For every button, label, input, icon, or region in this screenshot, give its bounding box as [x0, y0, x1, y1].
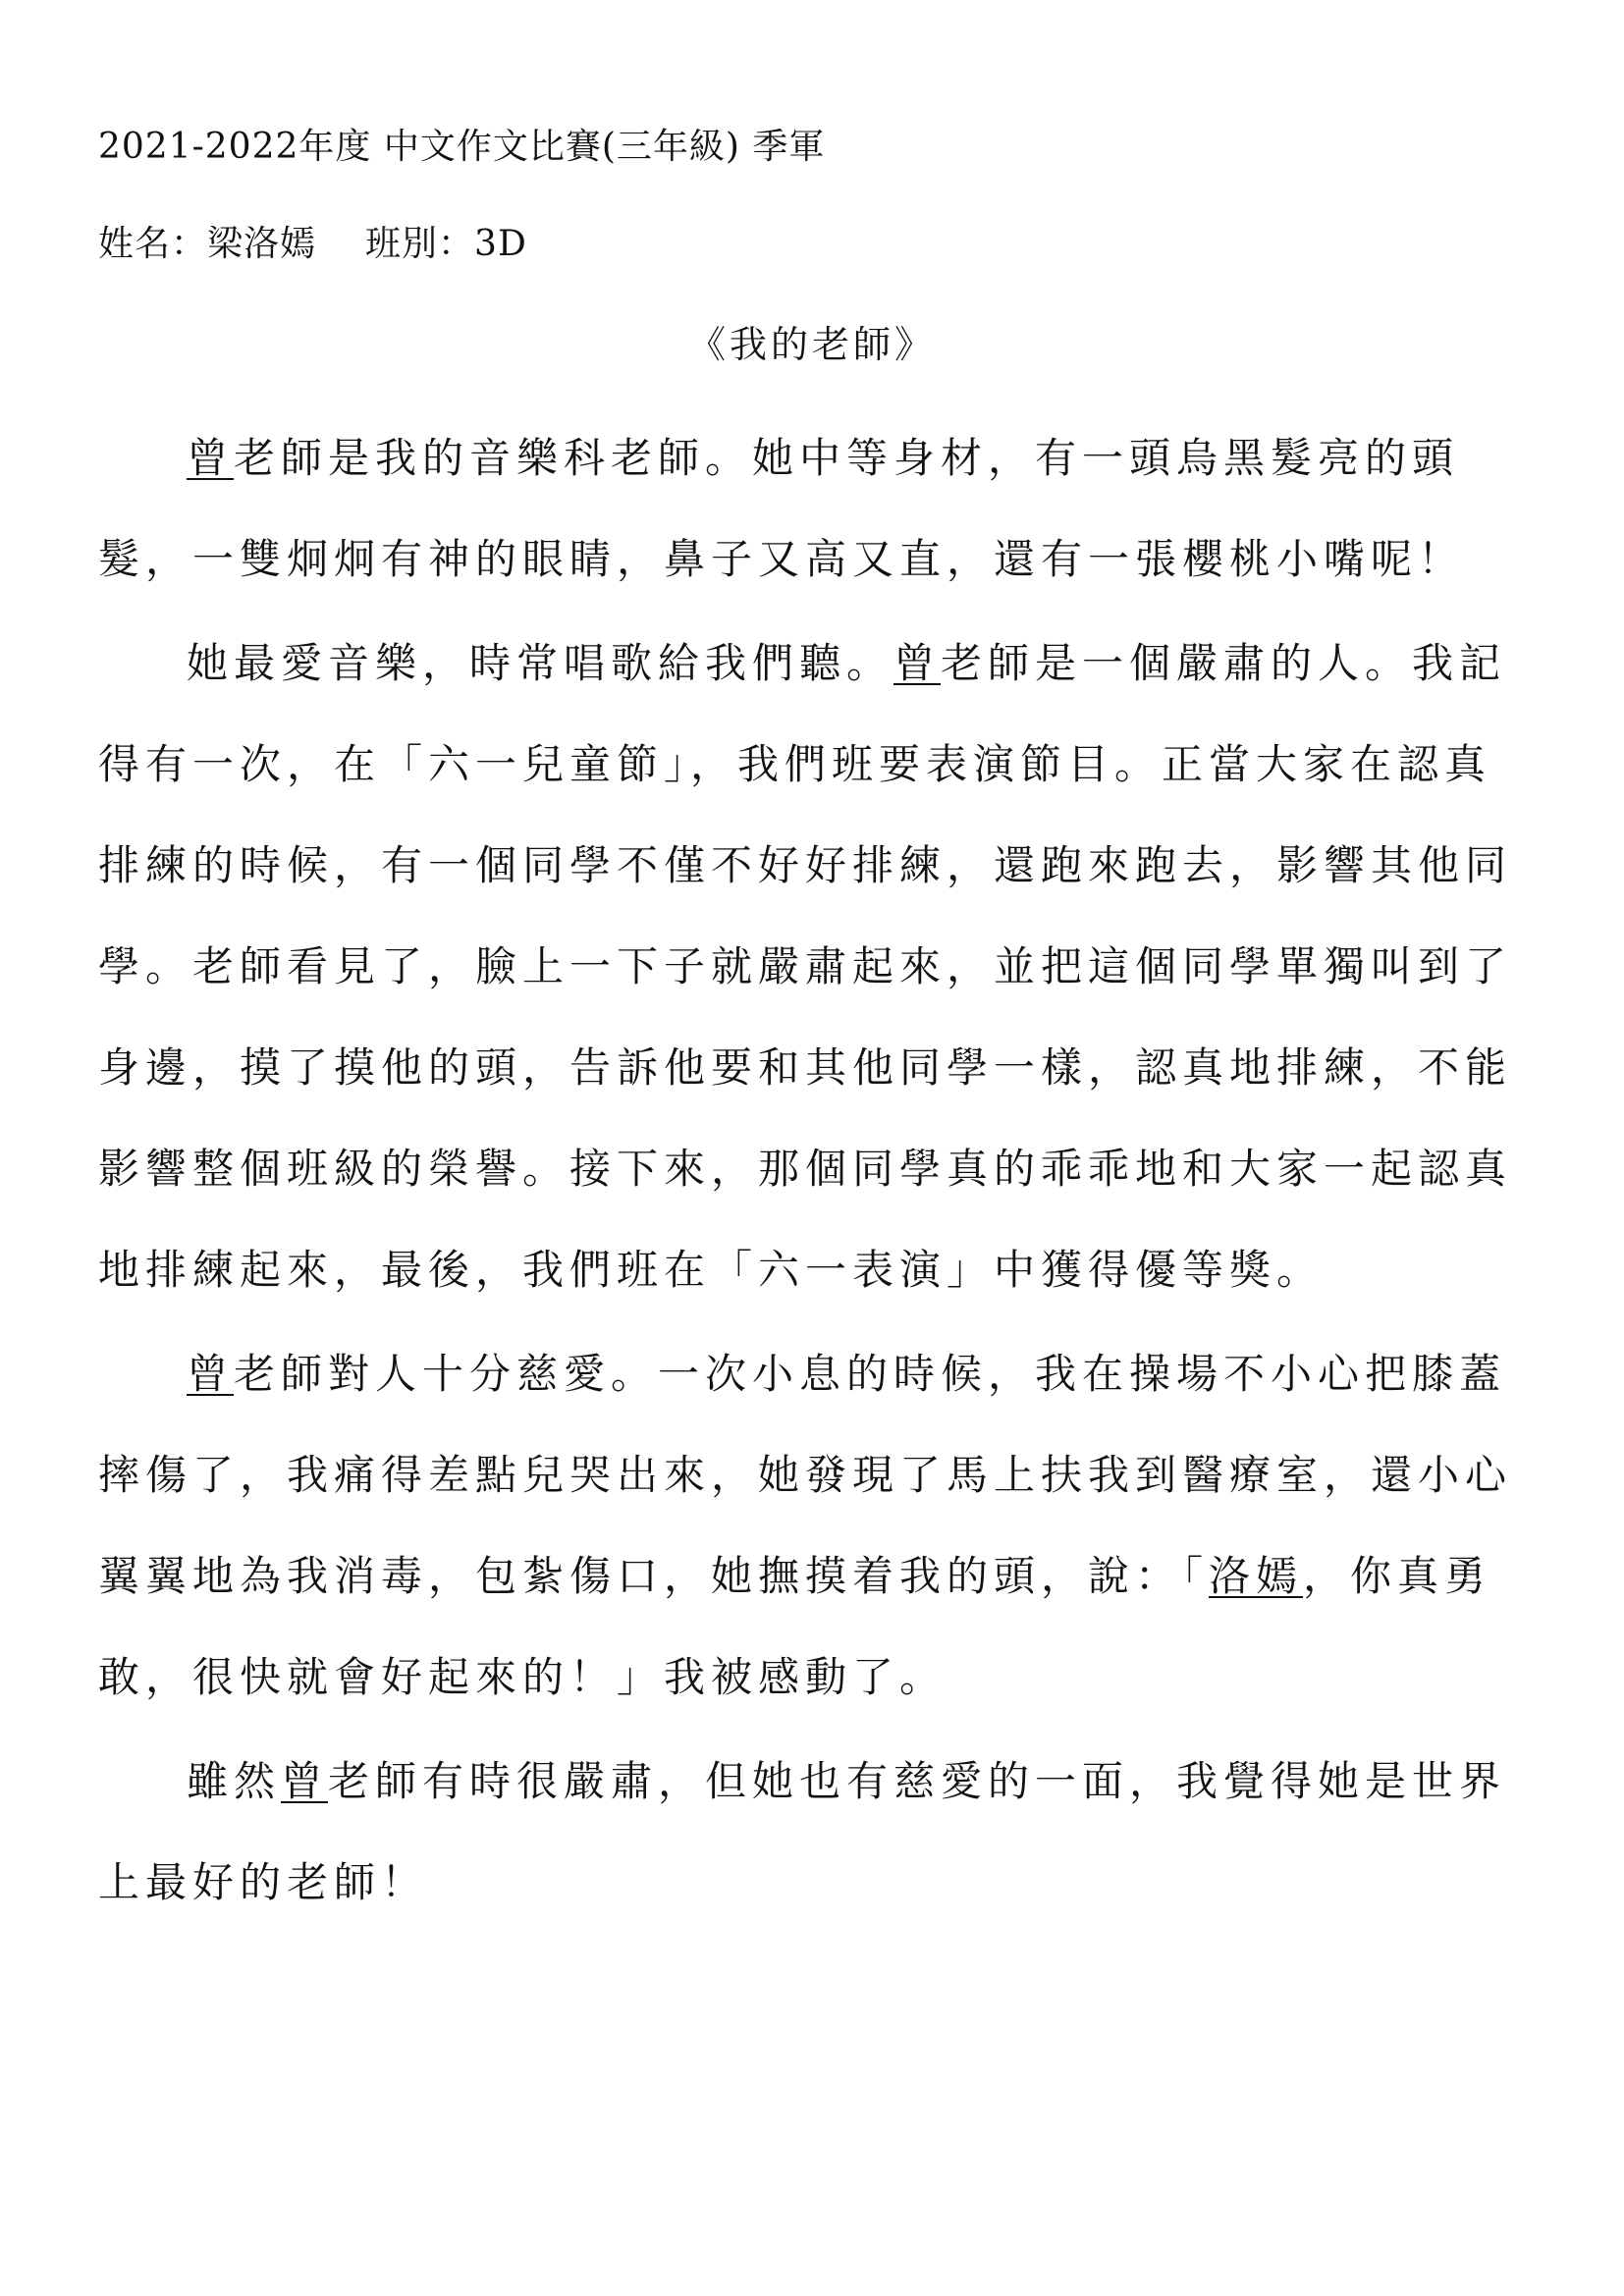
paragraph-text: 老師對人十分慈愛。一次小息的時候，我在操場不小心把膝蓋摔傷了，我痛得差點兒哭出來，她發現了馬上扶我到醫療室，還小心翼翼地為我消毒，包紮傷口，她撫摸着我的頭，說：「 — [98, 1350, 1513, 1600]
underlined-name: 曾 — [893, 639, 942, 687]
name-label: 姓名： — [98, 224, 208, 264]
essay-body — [98, 407, 1522, 1936]
paragraph-text: 雖然 — [187, 1757, 282, 1805]
competition-year: 2021-2022 — [98, 127, 299, 167]
underlined-name: 曾 — [187, 434, 235, 482]
essay-paragraph — [98, 1731, 1522, 1933]
paragraph-text: 老師是一個嚴肅的人。我記得有一次，在「六一兒童節」，我們班要表演節目。正當大家在認真排練的時候，有一個同學不僅不好好排練，還跑來跑去，影響其他同學。老師看見了，臉上一下子就嚴肅起來，並把這個同學單獨叫到了身邊，摸了摸他的頭，告訴他要和其他同學一樣，認真地排練，不能影響整個班級的榮譽。接下來，那個同學真的乖乖地和大家一起認真地排練起來，最後，我們班在「六一表演」中獲得優等獎。 — [98, 639, 1513, 1294]
essay-title: 《我的老師》 — [687, 323, 936, 366]
paragraph-text: ，你真勇敢，很快就會好起來的！」我被感動了。 — [98, 1552, 1492, 1701]
underlined-name: 曾 — [187, 1350, 235, 1398]
student-class: 3D — [474, 224, 527, 264]
essay-paragraph — [98, 407, 1522, 610]
paragraph-text: 她最愛音樂，時常唱歌給我們聽。 — [187, 639, 894, 687]
competition-header — [98, 124, 825, 171]
essay-paragraph — [98, 613, 1522, 1320]
paragraph-text: 老師是我的音樂科老師。她中等身材，有一頭烏黑髮亮的頭髮，一雙炯炯有神的眼睛，鼻子又高又直，還有一張櫻桃小嘴呢！ — [98, 434, 1466, 583]
student-info — [98, 221, 527, 268]
class-label: 班別： — [365, 224, 475, 264]
essay-paragraph — [98, 1323, 1522, 1728]
competition-title: 年度 中文作文比賽(三年級) 季軍 — [298, 127, 826, 167]
underlined-name: 曾 — [281, 1757, 329, 1805]
paragraph-text: 老師有時很嚴肅，但她也有慈愛的一面，我覺得她是世界上最好的老師！ — [98, 1757, 1507, 1906]
underlined-name: 洛嫣 — [1209, 1552, 1304, 1600]
student-name: 梁洛嫣 — [207, 224, 317, 264]
